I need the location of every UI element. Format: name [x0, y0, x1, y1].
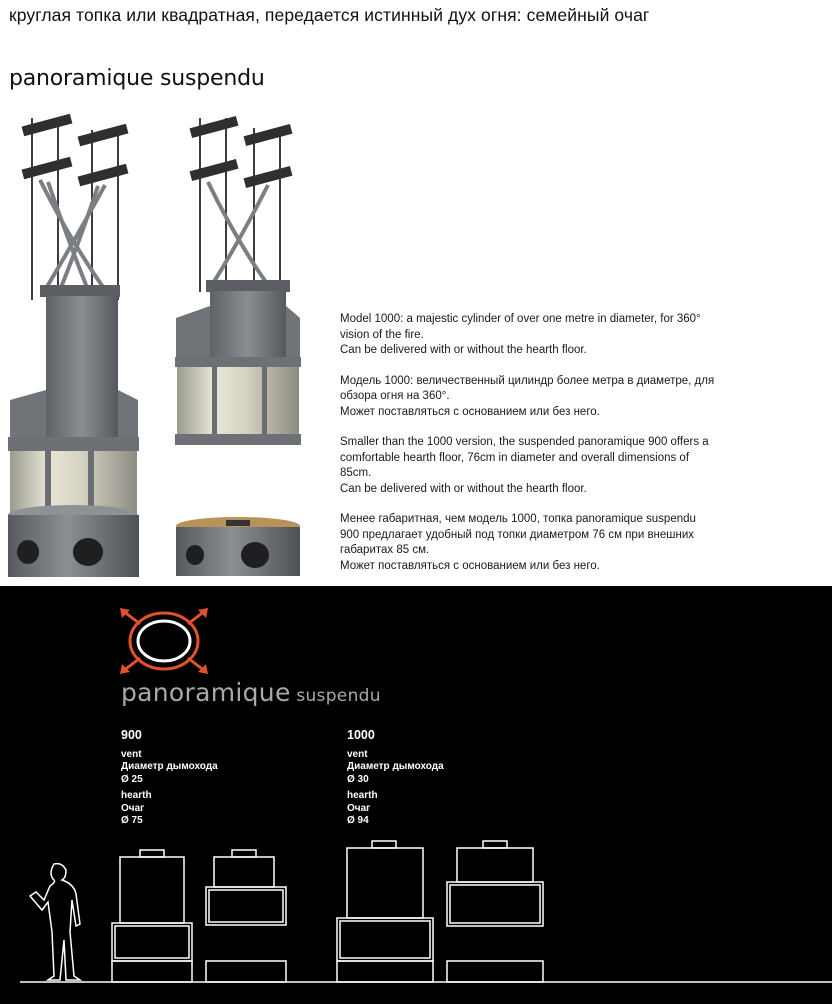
fireplace-illustration — [0, 112, 320, 582]
spec-title-main: panoramique — [121, 678, 291, 707]
model-number: 1000 — [347, 728, 375, 742]
vent-value: Ø 30 — [347, 773, 369, 785]
spec-panel-title — [121, 678, 381, 707]
hearth-value: Ø 94 — [347, 815, 369, 826]
spec-model-1000 — [347, 729, 444, 828]
diagram-900-without-floor — [206, 850, 286, 982]
dimension-diagrams — [0, 836, 832, 1004]
description-paragraph-model-900-en: Smaller than the 1000 version, the suspended panoramique 900 offers a comfortable hearth floor, 76cm in diameter and overall dimensions of 85cm. Can be delivered with or without the hearth floor. — [340, 436, 709, 495]
spec-panel — [0, 586, 832, 1004]
vent-label: vent — [121, 748, 142, 760]
spec-title-sub: suspendu — [290, 686, 381, 706]
spec-model-900 — [121, 729, 218, 828]
vent-label-ru: Диаметр дымохода — [121, 761, 218, 772]
hearth-label: hearth — [121, 790, 152, 801]
human-silhouette-icon — [30, 864, 80, 980]
diagram-1000-without-floor — [447, 841, 543, 982]
diagram-1000-with-floor — [337, 841, 433, 982]
hearth-label: hearth — [347, 790, 378, 801]
hearth-label-ru: Очаг — [347, 802, 371, 814]
model-number: 900 — [121, 728, 142, 742]
hearth-label-ru: Очаг — [121, 802, 145, 814]
vent-label-ru: Диаметр дымохода — [347, 761, 444, 772]
vent-value: Ø 25 — [121, 773, 143, 785]
stove-1000-illustration — [8, 114, 139, 577]
stove-900-illustration — [175, 116, 301, 576]
description-paragraph-model-1000-ru: Модель 1000: величественный цилиндр более метра в диаметре, для обзора огня на 360°. Может поставляться с основанием или без него. — [340, 374, 715, 418]
russian-tagline: круглая топка или квадратная, передается истинный дух огня: семейный очаг — [9, 5, 650, 25]
description-block — [340, 312, 760, 589]
diagram-900-with-floor — [112, 850, 192, 982]
description-paragraph-model-1000-en: Model 1000: a majestic cylinder of over one metre in diameter, for 360° vision of the fire. Can be delivered with or without the hearth floor. — [340, 313, 701, 356]
product-title: panoramique suspendu — [9, 66, 265, 91]
vent-label: vent — [347, 748, 368, 760]
description-paragraph-model-900-ru: Менее габаритная, чем модель 1000, топка panoramique suspendu 900 предлагает удобный под топки диаметром 76 см при внешних габаритах 85 см. Может поставляться с основанием или без него. — [340, 513, 696, 572]
panoramic-view-icon — [118, 606, 214, 676]
hearth-value: Ø 75 — [121, 815, 143, 826]
